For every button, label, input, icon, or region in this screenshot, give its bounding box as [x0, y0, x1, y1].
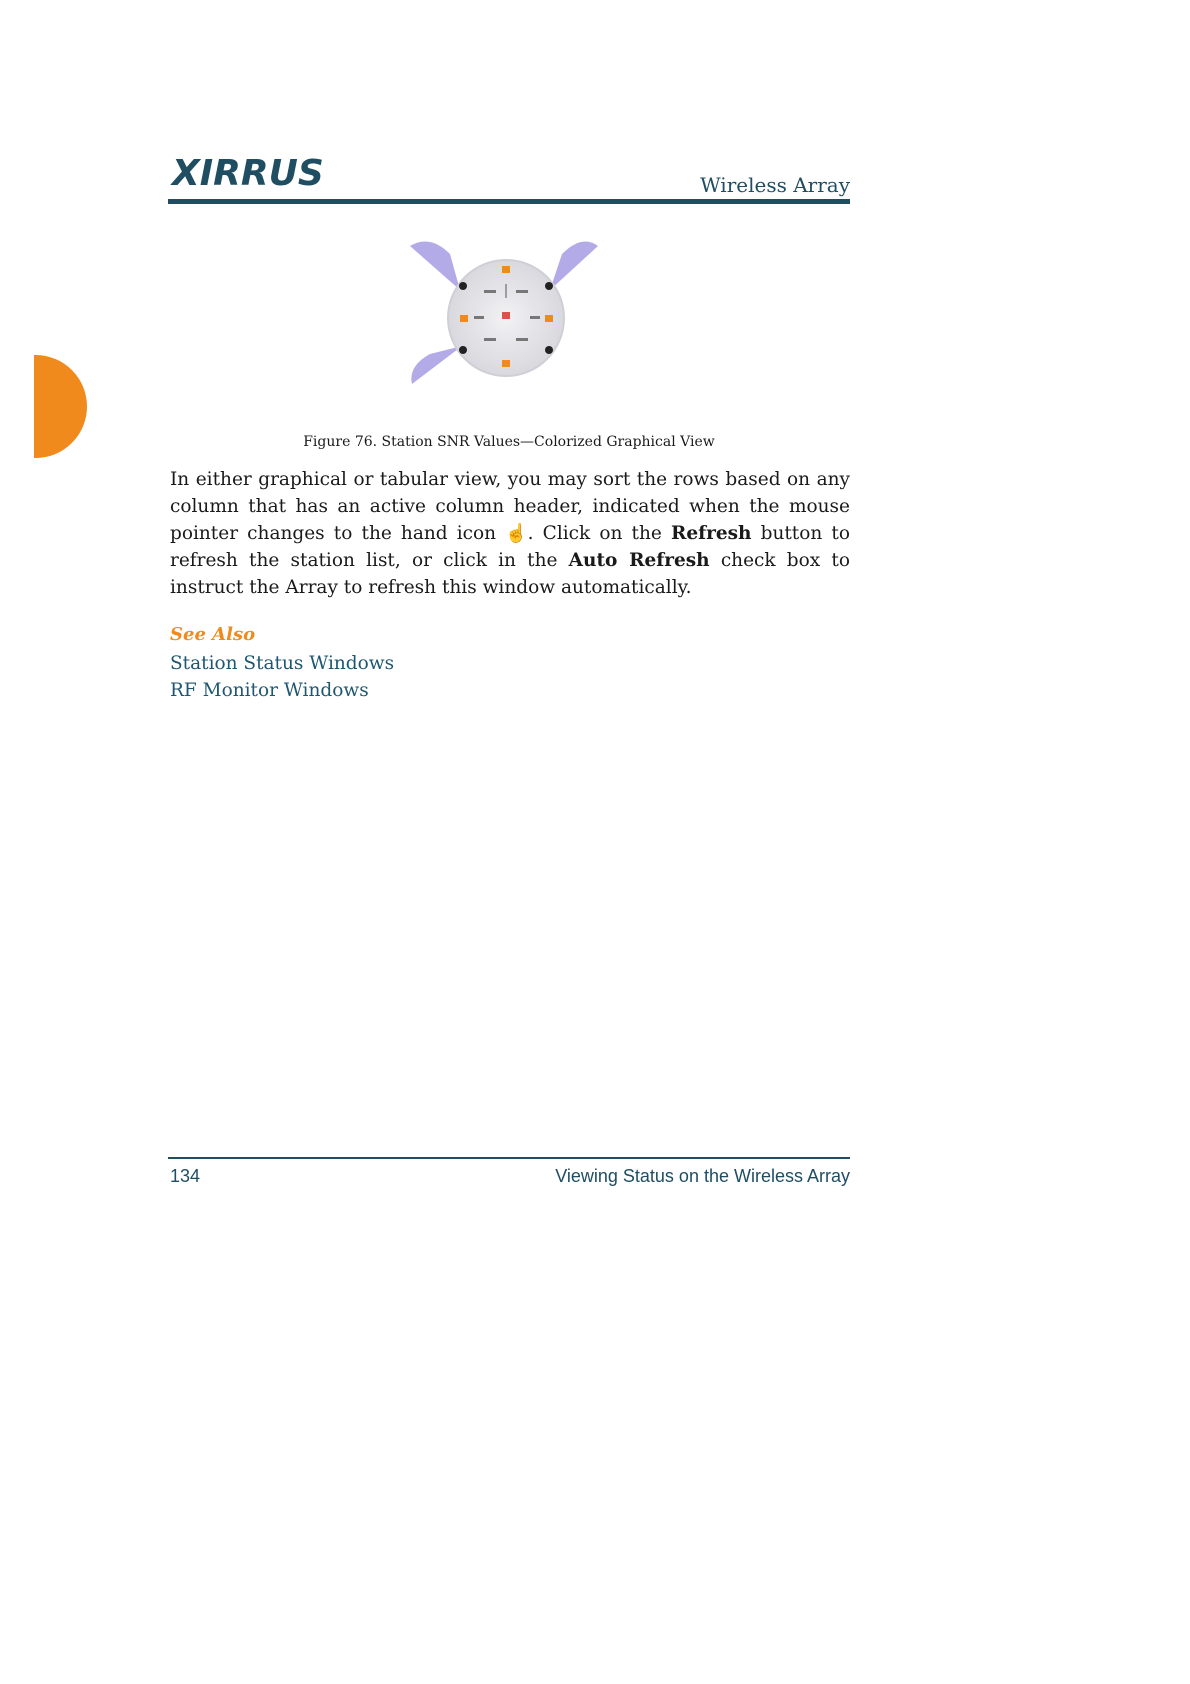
link-station-status-windows[interactable]: Station Status Windows [170, 653, 395, 674]
beam-bottom-left [411, 346, 462, 384]
footer-rule [168, 1157, 850, 1159]
body-paragraph [170, 466, 850, 601]
xirrus-logo [172, 153, 324, 195]
figure-caption: Figure 76. Station SNR Values—Colorized Graphical View [303, 434, 715, 450]
array-diagram-svg [390, 226, 640, 406]
array-snr-graphic [390, 226, 640, 406]
see-also-heading: See Also [170, 624, 256, 645]
hand-pointer-icon: ☝ [505, 523, 528, 544]
body-text-part: button to refresh the station list, or click in the [170, 523, 850, 571]
header-rule [168, 199, 850, 204]
chapter-tab [34, 355, 87, 458]
page-number: 134 [170, 1166, 201, 1186]
auto-refresh-term: Auto Refresh [568, 550, 710, 571]
beam-top-right [550, 242, 598, 291]
beam-top-left [410, 242, 460, 291]
footer-title: Viewing Status on the Wireless Array [555, 1166, 850, 1186]
body-text-part: . Click on the [527, 523, 671, 544]
link-rf-monitor-windows[interactable]: RF Monitor Windows [170, 680, 369, 701]
body-text-part: check box to instruct the Array to refresh this window automatically. [170, 550, 851, 598]
logo-text: XIRRUS [172, 153, 324, 194]
refresh-term: Refresh [670, 523, 752, 544]
header-title: Wireless Array [700, 173, 850, 197]
body-text-part: In either graphical or tabular view, you may sort the rows based on any column that has an active column header, indicated when the mouse pointer changes to the hand icon [170, 469, 850, 544]
